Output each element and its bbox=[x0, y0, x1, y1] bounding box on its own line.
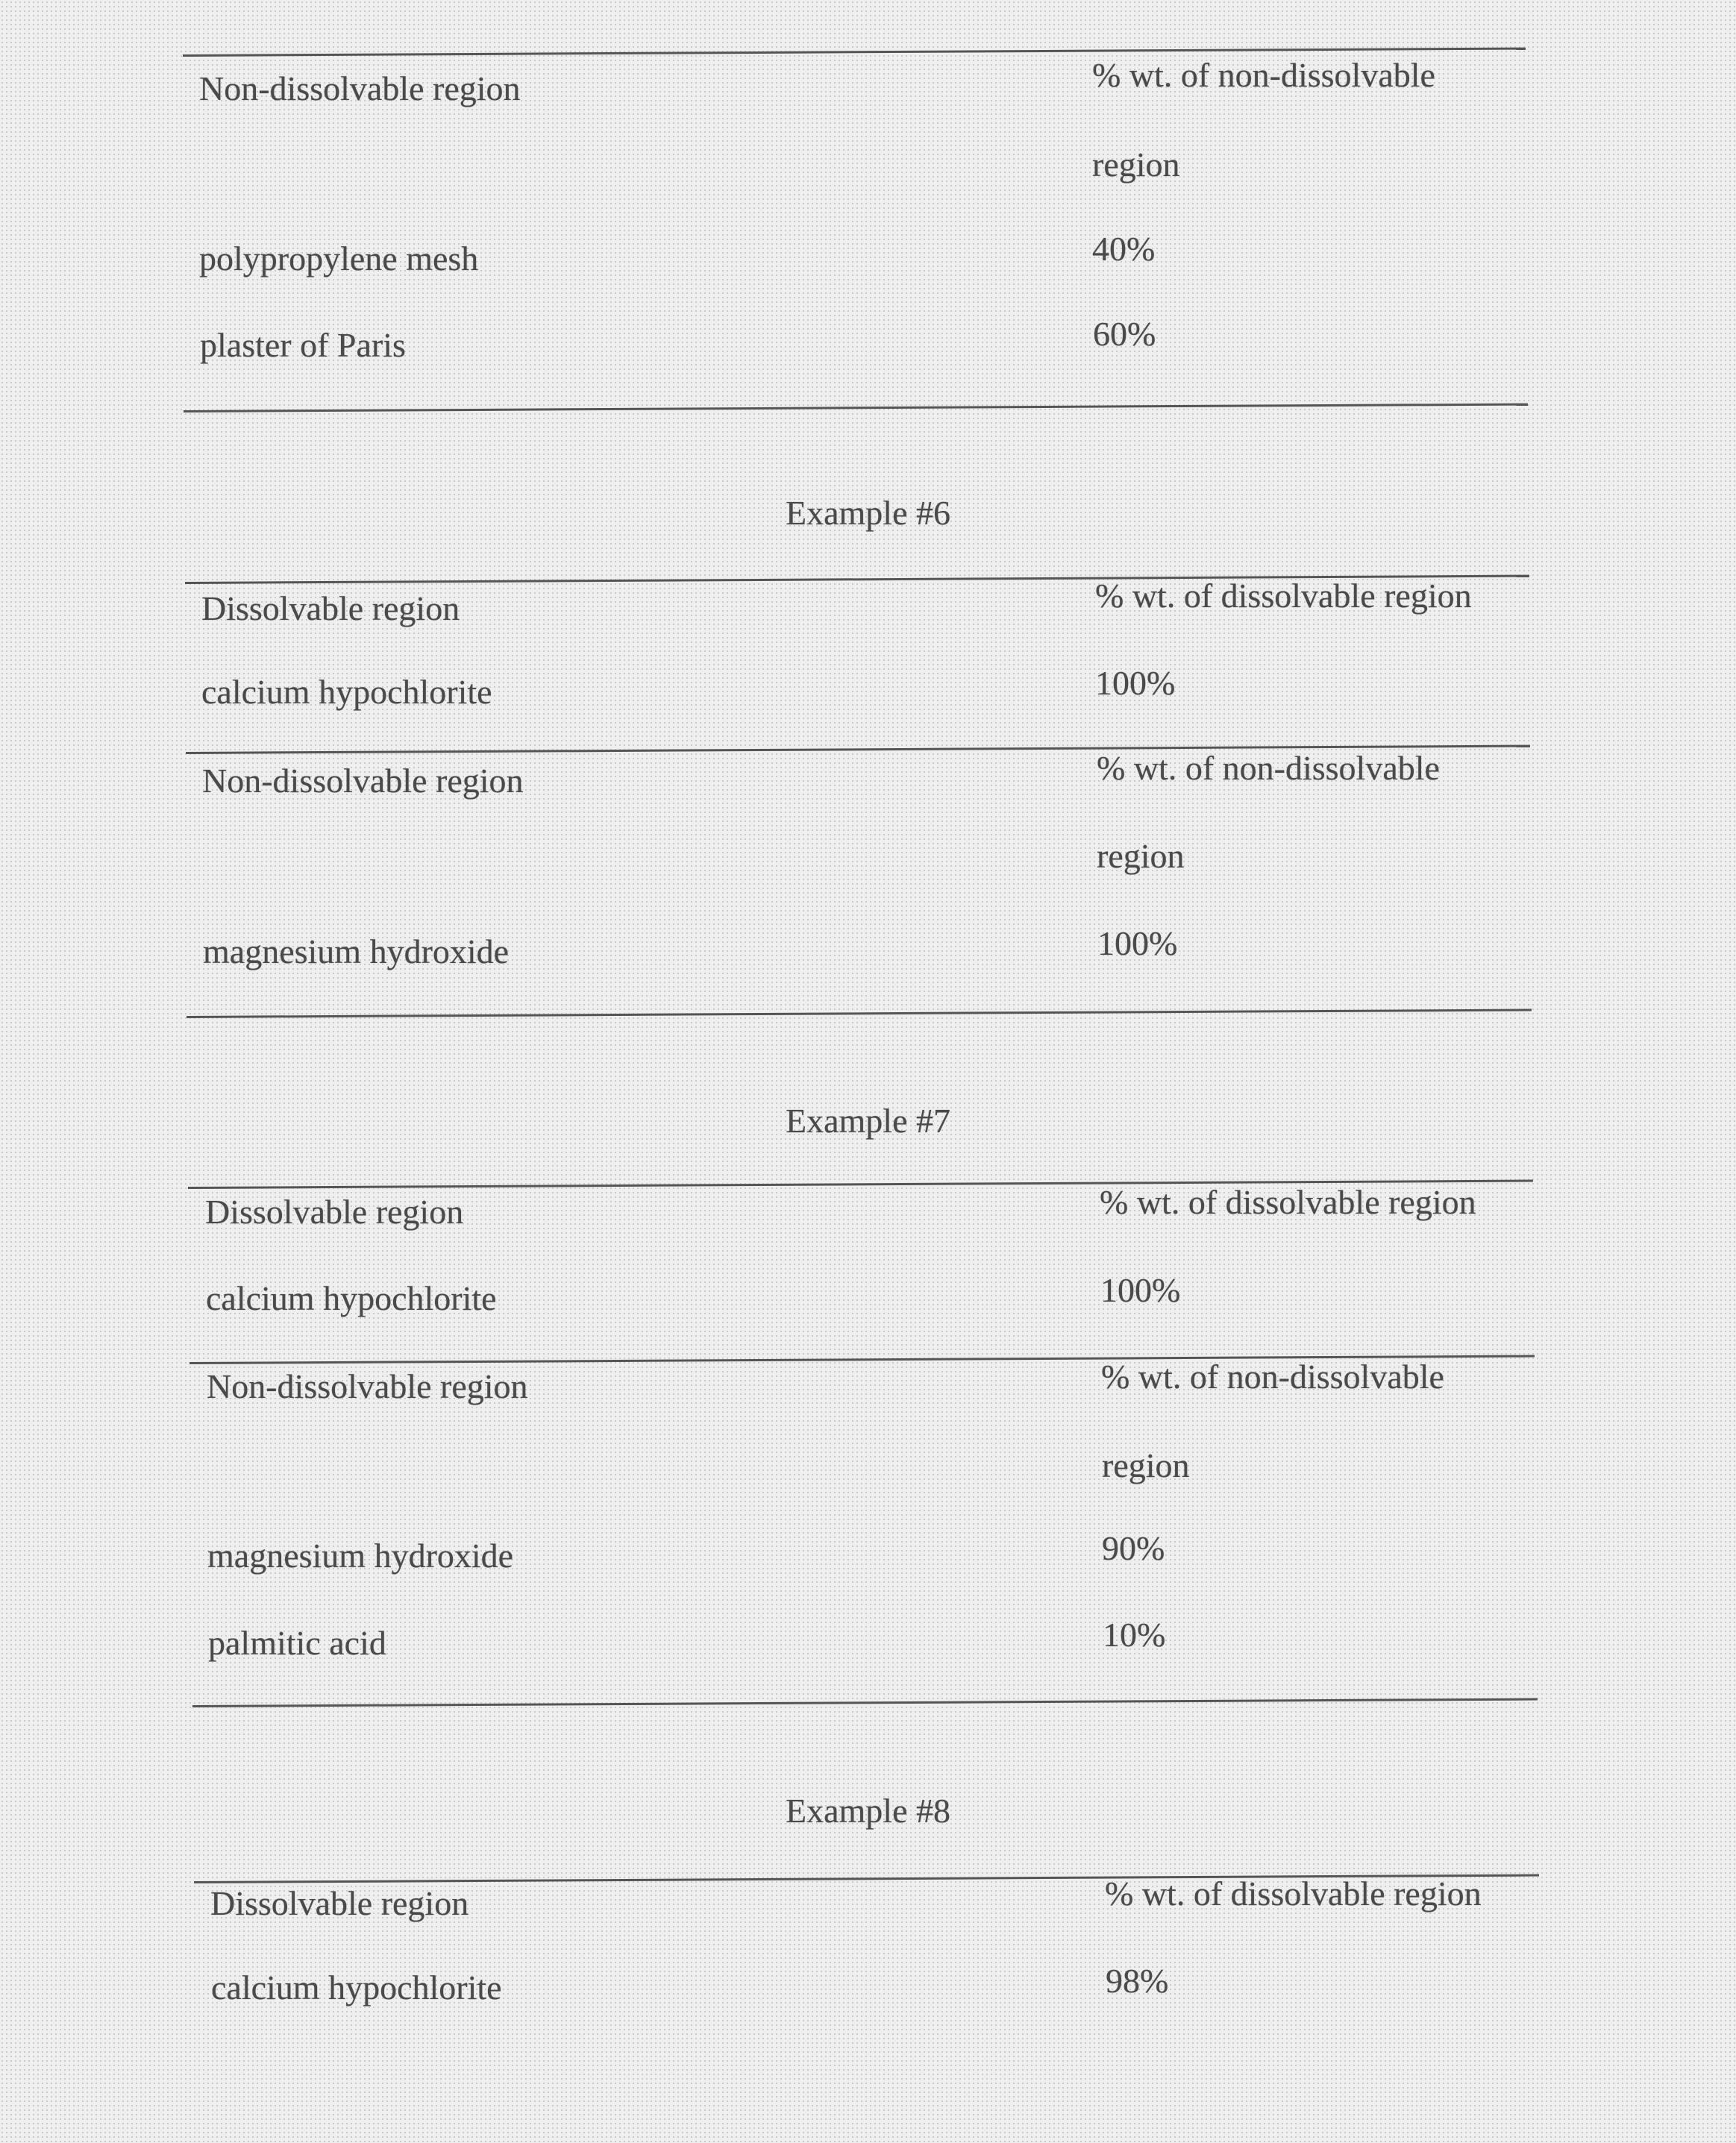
column-header: Non-dissolvable region bbox=[207, 1369, 528, 1404]
table-cell-material: palmitic acid bbox=[208, 1626, 386, 1660]
table-cell-pct: 10% bbox=[1103, 1618, 1165, 1652]
column-header: region bbox=[1102, 1449, 1190, 1483]
column-header: region bbox=[1092, 148, 1180, 182]
example-title: Example #6 bbox=[0, 496, 1736, 530]
table-cell-material: calcium hypochlorite bbox=[211, 1971, 502, 2005]
column-header: % wt. of dissolvable region bbox=[1100, 1185, 1476, 1220]
column-header: Non-dissolvable region bbox=[202, 764, 524, 798]
column-header: % wt. of dissolvable region bbox=[1105, 1877, 1482, 1911]
table-cell-material: magnesium hydroxide bbox=[207, 1539, 513, 1573]
table-cell-pct: 100% bbox=[1095, 666, 1175, 700]
example-title: Example #7 bbox=[0, 1104, 1736, 1138]
table-cell-material: magnesium hydroxide bbox=[203, 935, 509, 969]
table-cell-pct: 90% bbox=[1102, 1531, 1165, 1566]
table-cell-pct: 100% bbox=[1100, 1273, 1180, 1308]
column-header: % wt. of non-dissolvable bbox=[1097, 751, 1440, 785]
table-cell-pct: 98% bbox=[1106, 1964, 1168, 1998]
table-rule bbox=[184, 404, 1528, 412]
column-header: Dissolvable region bbox=[210, 1886, 469, 1921]
table-cell-pct: 60% bbox=[1093, 317, 1156, 351]
column-header: % wt. of dissolvable region bbox=[1095, 579, 1472, 613]
table-rule bbox=[192, 1698, 1538, 1707]
column-header: region bbox=[1097, 839, 1185, 873]
table-cell-material: calcium hypochlorite bbox=[206, 1281, 497, 1316]
column-header: Dissolvable region bbox=[201, 592, 460, 626]
table-cell-material: polypropylene mesh bbox=[199, 242, 478, 276]
table-cell-pct: 100% bbox=[1097, 926, 1177, 961]
table-cell-material: calcium hypochlorite bbox=[201, 675, 492, 709]
table-cell-pct: 40% bbox=[1092, 232, 1155, 266]
table-rule bbox=[187, 1009, 1532, 1018]
column-header: % wt. of non-dissolvable bbox=[1092, 58, 1435, 92]
column-header: Dissolvable region bbox=[205, 1195, 463, 1229]
table-cell-material: plaster of Paris bbox=[200, 328, 406, 363]
example-title: Example #8 bbox=[0, 1794, 1736, 1828]
column-header: % wt. of non-dissolvable bbox=[1101, 1360, 1444, 1394]
column-header: Non-dissolvable region bbox=[199, 72, 521, 106]
